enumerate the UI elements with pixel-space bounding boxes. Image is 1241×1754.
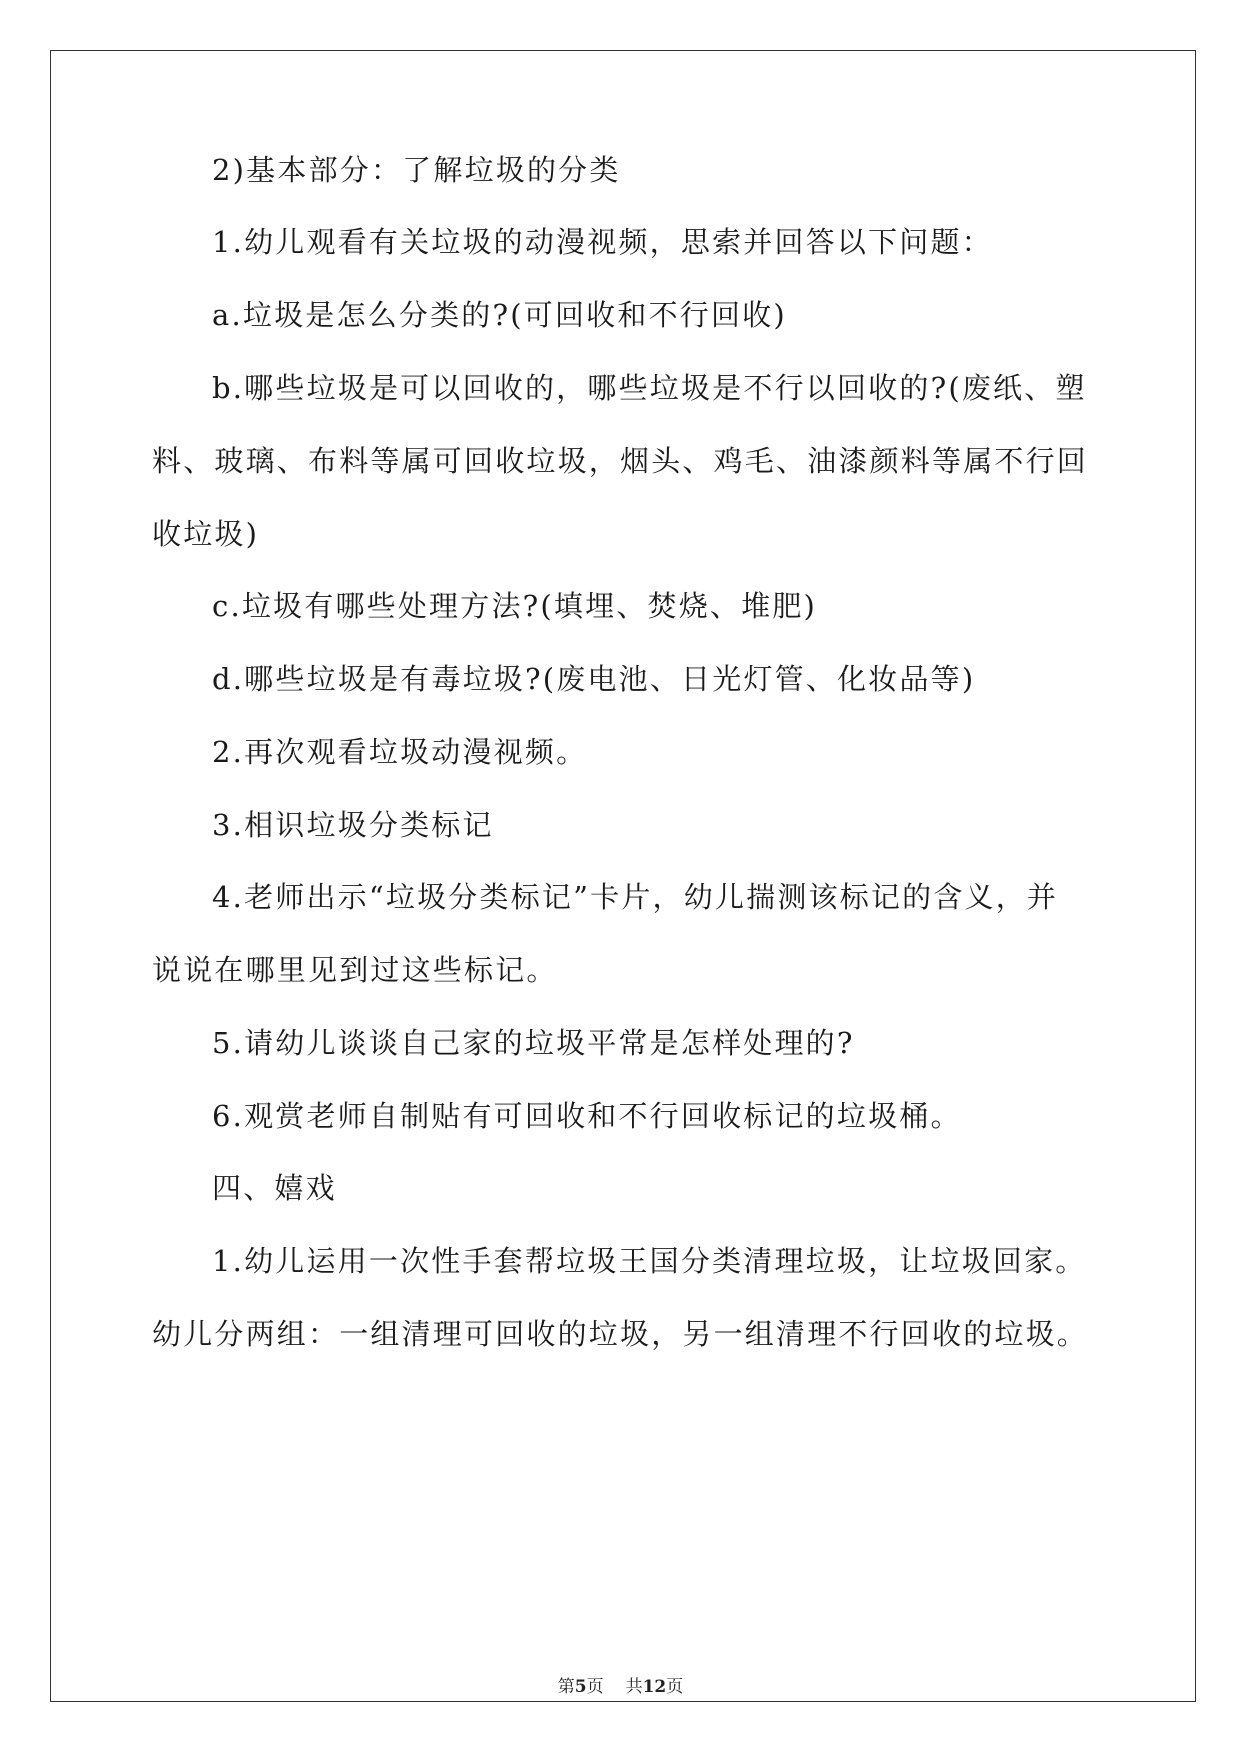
page-footer — [0, 1675, 1241, 1699]
paragraph-line: 2.再次观看垃圾动漫视频。 — [212, 735, 588, 769]
footer-page-suffix: 页 — [586, 1677, 604, 1697]
footer-total-suffix: 页 — [666, 1677, 684, 1697]
paragraph-line: d.哪些垃圾是有毒垃圾?(废电池、日光灯管、化妆品等) — [212, 662, 976, 696]
paragraph-line: 3.相识垃圾分类标记 — [212, 808, 494, 842]
paragraph-line: 6.观赏老师自制贴有可回收和不行回收标记的垃圾桶。 — [212, 1099, 962, 1133]
paragraph-line: 料、玻璃、布料等属可回收垃圾，烟头、鸡毛、油漆颜料等属不行回 — [152, 444, 1089, 478]
section-heading: 四、嬉戏 — [212, 1171, 337, 1205]
paragraph-line: 说说在哪里见到过这些标记。 — [152, 953, 558, 987]
footer-total-pages: 12 — [642, 1677, 667, 1697]
paragraph-line: 收垃圾) — [152, 517, 260, 551]
paragraph-line: c.垃圾有哪些处理方法?(填埋、焚烧、堆肥) — [212, 589, 818, 623]
paragraph-line: 1.幼儿运用一次性手套帮垃圾王国分类清理垃圾，让垃圾回家。 — [212, 1244, 1087, 1278]
paragraph-line: a.垃圾是怎么分类的?(可回收和不行回收) — [212, 298, 787, 332]
paragraph-line: 幼儿分两组：一组清理可回收的垃圾，另一组清理不行回收的垃圾。 — [152, 1317, 1089, 1351]
footer-total-prefix: 共 — [625, 1677, 643, 1697]
paragraph-line: 2)基本部分：了解垃圾的分类 — [212, 153, 621, 187]
footer-prefix: 第 — [557, 1677, 575, 1697]
footer-page-number: 5 — [574, 1677, 587, 1697]
paragraph-line: 4.老师出示“垃圾分类标记”卡片，幼儿揣测该标记的含义，并 — [212, 880, 1059, 914]
paragraph-line: 1.幼儿观看有关垃圾的动漫视频，思索并回答以下问题： — [212, 225, 993, 259]
paragraph-line: 5.请幼儿谈谈自己家的垃圾平常是怎样处理的? — [212, 1026, 855, 1060]
paragraph-line: b.哪些垃圾是可以回收的，哪些垃圾是不行以回收的?(废纸、塑 — [212, 371, 1087, 405]
